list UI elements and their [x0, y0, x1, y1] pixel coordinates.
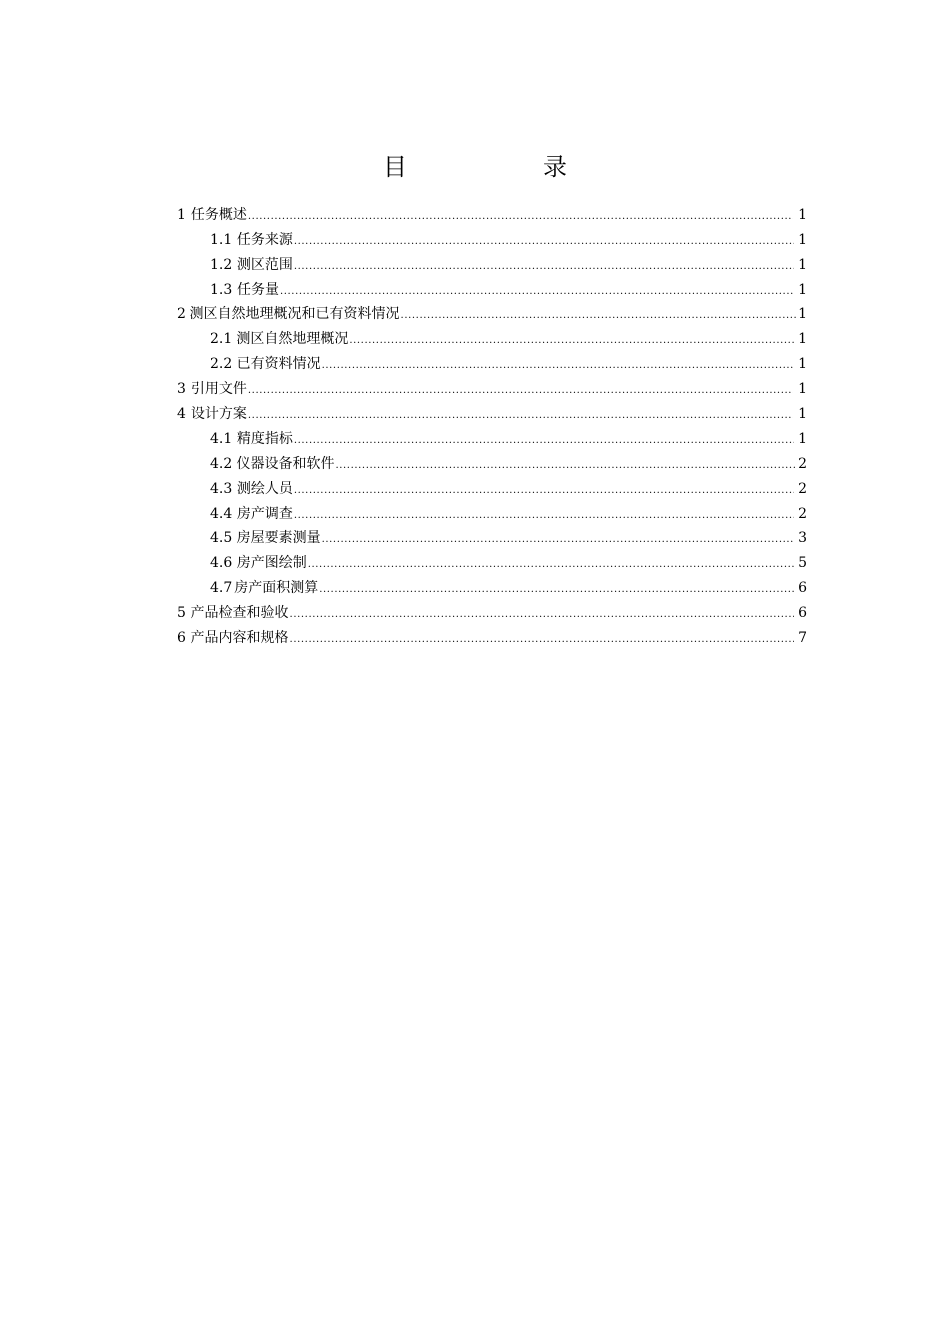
toc-entry-title: 任务来源 — [236, 231, 293, 248]
toc-dot-leader — [294, 509, 794, 523]
toc-entry-number: 1.2 — [210, 256, 233, 273]
toc-entry[interactable] — [177, 199, 807, 224]
toc-dot-leader — [290, 608, 794, 622]
toc-title: 目 录 — [383, 153, 623, 181]
toc-entry-page-number: 2 — [798, 505, 807, 522]
toc-entry-number: 1.3 — [210, 281, 233, 298]
toc-entry[interactable] — [177, 323, 807, 348]
toc-dot-leader — [248, 210, 793, 224]
toc-entry[interactable] — [177, 398, 807, 423]
toc-entry-title: 房产图绘制 — [236, 555, 307, 572]
toc-entry-number: 1.1 — [210, 231, 233, 248]
toc-entry-page-number: 1 — [798, 231, 807, 248]
toc-dot-leader — [248, 384, 793, 398]
toc-entry-page-number: 1 — [798, 331, 807, 348]
toc-entry-page-number: 3 — [798, 530, 807, 547]
toc-entry-number: 4.1 — [210, 430, 233, 447]
toc-entry[interactable] — [177, 224, 807, 249]
toc-entry-page-number: 1 — [798, 356, 807, 373]
toc-entry-number: 6 — [177, 630, 186, 647]
toc-entry-page-number: 1 — [798, 306, 807, 323]
toc-dot-leader — [322, 359, 795, 373]
toc-dot-leader — [294, 235, 794, 249]
toc-entry-page-number: 2 — [798, 455, 807, 472]
toc-entry-page-number: 6 — [798, 580, 807, 597]
toc-entry-title: 产品检查和验收 — [190, 605, 289, 622]
toc-entry-title: 引用文件 — [190, 381, 247, 398]
toc-entry-number: 4.6 — [210, 555, 233, 572]
toc-entry-page-number: 1 — [798, 281, 807, 298]
toc-entry[interactable] — [177, 547, 807, 572]
toc-dot-leader — [248, 409, 793, 423]
toc-entry-title: 产品内容和规格 — [190, 630, 289, 647]
toc-entry-number: 4.2 — [210, 455, 233, 472]
toc-entry-number: 4 — [177, 406, 186, 423]
toc-dot-leader — [294, 484, 794, 498]
toc-entry-title: 房产调查 — [236, 505, 293, 522]
toc-entry-number: 1 — [177, 206, 186, 223]
toc-entry-number: 4.3 — [210, 480, 233, 497]
toc-entry-title: 测区自然地理概况和已有资料情况 — [189, 306, 400, 323]
toc-entry-page-number: 1 — [798, 206, 807, 223]
toc-entry-number: 4.4 — [210, 505, 233, 522]
toc-entry-page-number: 7 — [798, 630, 808, 647]
toc-entry[interactable] — [177, 299, 807, 324]
toc-entry-title: 已有资料情况 — [236, 356, 321, 373]
toc-dot-leader — [322, 533, 795, 547]
toc-entry-title: 房屋要素测量 — [236, 530, 321, 547]
toc-entry[interactable] — [177, 348, 807, 373]
toc-dot-leader — [308, 558, 794, 572]
toc-entry-page-number: 5 — [798, 555, 807, 572]
toc-entry-title: 精度指标 — [236, 430, 293, 447]
toc-entry-number: 2 — [177, 306, 186, 323]
toc-dot-leader — [319, 583, 794, 597]
toc-entry-number: 2.2 — [210, 356, 233, 373]
toc-entry-page-number: 1 — [798, 381, 807, 398]
toc-dot-leader — [290, 633, 794, 647]
toc-entry[interactable] — [177, 423, 807, 448]
toc-entry-title: 测区自然地理概况 — [236, 331, 349, 348]
toc-entry-title: 仪器设备和软件 — [236, 455, 335, 472]
toc-dot-leader — [280, 285, 794, 299]
toc-entry-title: 房产面积测算 — [234, 580, 319, 597]
toc-entry-page-number: 1 — [798, 256, 807, 273]
toc-entry-page-number: 2 — [798, 480, 807, 497]
toc-entry[interactable] — [177, 249, 807, 274]
toc-entry[interactable] — [177, 498, 807, 523]
toc-dot-leader — [401, 309, 797, 323]
toc-entry[interactable] — [177, 622, 807, 647]
toc-entry-title: 测绘人员 — [236, 480, 293, 497]
toc-entry-number: 4.7 — [210, 580, 233, 597]
toc-entry-page-number: 1 — [798, 406, 807, 423]
toc-dot-leader — [349, 334, 795, 348]
table-of-contents — [177, 199, 807, 647]
toc-entry-number: 2.1 — [210, 331, 233, 348]
toc-entry[interactable] — [177, 274, 807, 299]
toc-entry[interactable] — [177, 473, 807, 498]
toc-dot-leader — [335, 459, 794, 473]
toc-entry[interactable] — [177, 373, 807, 398]
toc-entry-title: 任务量 — [236, 281, 279, 298]
toc-entry-number: 5 — [177, 605, 186, 622]
toc-entry-title: 测区范围 — [236, 256, 293, 273]
toc-entry[interactable] — [177, 572, 807, 597]
toc-entry-number: 4.5 — [210, 530, 233, 547]
toc-entry[interactable] — [177, 523, 807, 548]
toc-entry-page-number: 6 — [798, 605, 808, 622]
toc-dot-leader — [294, 434, 794, 448]
toc-entry[interactable] — [177, 597, 807, 622]
toc-dot-leader — [294, 260, 794, 274]
toc-entry[interactable] — [177, 448, 807, 473]
toc-entry-title: 设计方案 — [190, 406, 247, 423]
toc-entry-number: 3 — [177, 381, 186, 398]
toc-entry-title: 任务概述 — [190, 206, 247, 223]
toc-entry-page-number: 1 — [798, 430, 807, 447]
